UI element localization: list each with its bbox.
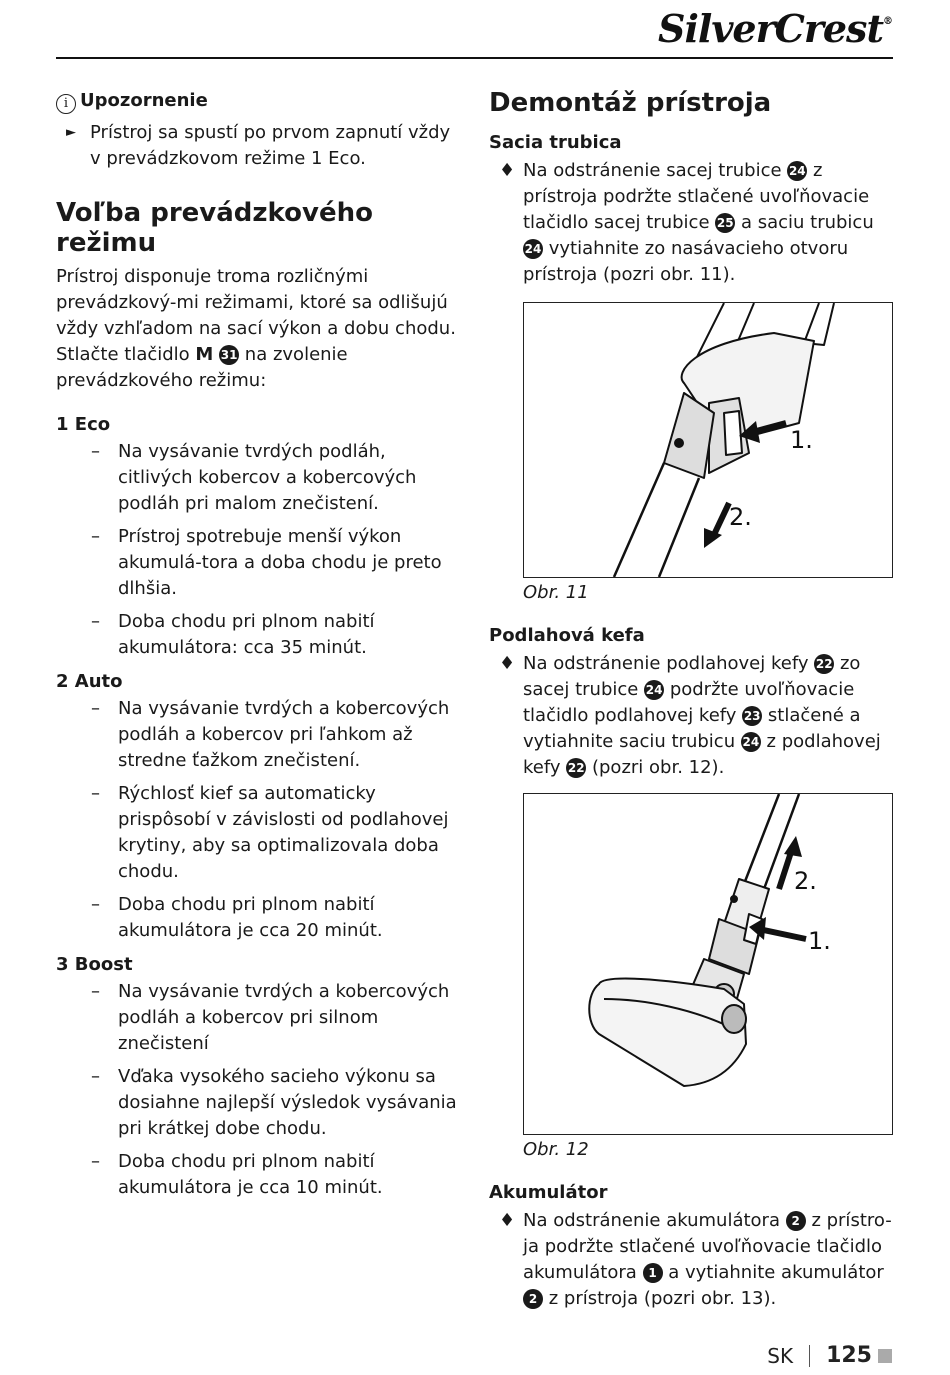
dash-bullet-icon: – — [91, 526, 100, 547]
list-item: – Na vysávanie tvrdých podláh, citlivých kobercov a kobercových podláh pri malom znečistení. — [91, 441, 417, 514]
left-column — [56, 88, 466, 1208]
page-footer — [767, 1343, 892, 1368]
dash-bullet-icon: – — [91, 981, 100, 1002]
mode-heading: 2 Auto — [56, 671, 123, 692]
list-item: – Na vysávanie tvrdých a kobercových podláh a kobercov pri silnom znečistení — [91, 981, 450, 1054]
callout-number: 24 — [644, 680, 664, 700]
dash-bullet-icon: – — [91, 698, 100, 719]
fig12-caption: Obr. 12 — [523, 1139, 589, 1160]
callout-number: 24 — [741, 732, 761, 752]
fig11-caption: Obr. 11 — [523, 582, 589, 603]
note-text: ► Prístroj sa spustí po prvom zapnutí vždy v prevádzkovom režime 1 Eco. — [66, 122, 451, 169]
section-title-mode: Voľba prevádzkového režimu — [56, 198, 373, 258]
callout-number: 24 — [523, 239, 543, 259]
figure-11 — [523, 302, 893, 578]
callout-number: 22 — [566, 758, 586, 778]
figure-12 — [523, 793, 893, 1135]
page-number: 125 — [826, 1343, 872, 1368]
diamond-bullet-icon: ♦ — [499, 653, 516, 674]
dash-bullet-icon: – — [91, 1066, 100, 1087]
footer-square-icon — [878, 1349, 892, 1363]
dash-bullet-icon: – — [91, 894, 100, 915]
list-item: – Na vysávanie tvrdých a kobercových podláh a kobercov pri ľahkom až stredne ťažkom znečistení. — [91, 698, 450, 771]
tube-title: Sacia trubica — [489, 132, 622, 153]
dash-bullet-icon: – — [91, 783, 100, 804]
callout-number: 2 — [523, 1289, 543, 1309]
brush-release-illustration — [524, 794, 892, 1134]
mode-intro: Prístroj disponuje troma rozličnými prevádzkový-mi režimami, ktoré sa odlišujú vždy vzhľadom na sací výkon a dobu chodu. Stlačte tlačidlo M 31 na zvolenie prevádzkového režimu: — [56, 266, 456, 391]
list-item: – Vďaka vysokého sacieho výkonu sa dosiahne najlepší výsledok vysávania pri krátkej dobe chodu. — [91, 1066, 457, 1139]
callout-number: 24 — [787, 161, 807, 181]
language-code: SK — [767, 1343, 794, 1368]
list-item: – Rýchlosť kief sa automaticky prispôsobí v závislosti od podlahovej krytiny, aby sa optimalizovala doba chodu. — [91, 783, 449, 882]
callout-number: 1 — [643, 1263, 663, 1283]
list-item: – Doba chodu pri plnom nabití akumulátora je cca 10 minút. — [91, 1151, 383, 1198]
brush-text: ♦ Na odstránenie podlahovej kefy 22 zo sacej trubice 24 podržte uvoľňovacie tlačidlo podlahovej kefy 23 stlačené a vytiahnite saciu trubicu 24 z podlahovej kefy 22 (pozri obr. 12). — [499, 653, 881, 778]
dash-bullet-icon: – — [91, 1151, 100, 1172]
fig12-label-2: 2. — [794, 867, 817, 895]
diamond-bullet-icon: ♦ — [499, 1210, 516, 1231]
callout-number: 25 — [715, 213, 735, 233]
section-title-disassembly: Demontáž prístroja — [489, 88, 772, 118]
fig11-label-1: 1. — [790, 426, 813, 454]
triangle-bullet-icon: ► — [66, 125, 76, 140]
fig12-label-1: 1. — [808, 927, 831, 955]
note-title: i Upozornenie — [56, 90, 466, 114]
callout-number: 2 — [786, 1211, 806, 1231]
header-rule — [56, 57, 893, 59]
diamond-bullet-icon: ♦ — [499, 160, 516, 181]
battery-title: Akumulátor — [489, 1182, 608, 1203]
callout-number: 22 — [814, 654, 834, 674]
brand-logo: SilverCrest® — [658, 6, 892, 51]
list-item: – Prístroj spotrebuje menší výkon akumulá-tora a doba chodu je preto dlhšia. — [91, 526, 442, 599]
list-item: – Doba chodu pri plnom nabití akumulátora je cca 20 minút. — [91, 894, 383, 941]
tube-text: ♦ Na odstránenie sacej trubice 24 z prístroja podržte stlačené uvoľňovacie tlačidlo sacej trubice 25 a saciu trubicu 24 vytiahnite zo nasávacieho otvoru prístroja (pozri obr. 11). — [499, 160, 874, 285]
right-column — [489, 88, 894, 1312]
battery-text: ♦ Na odstránenie akumulátora 2 z prístro-ja podržte stlačené uvoľňovacie tlačidlo akumulátora 1 a vytiahnite akumulátor 2 z prístroja (pozri obr. 13). — [499, 1210, 892, 1309]
mode-heading: 3 Boost — [56, 954, 133, 975]
info-icon: i — [56, 94, 76, 114]
dash-bullet-icon: – — [91, 441, 100, 462]
mode-list — [56, 414, 466, 1201]
mode-heading: 1 Eco — [56, 414, 111, 435]
brush-title: Podlahová kefa — [489, 625, 645, 646]
callout-number: 23 — [742, 706, 762, 726]
list-item: – Doba chodu pri plnom nabití akumulátora: cca 35 minút. — [91, 611, 375, 658]
fig11-label-2: 2. — [729, 503, 752, 531]
callout-number: 31 — [219, 345, 239, 365]
footer-divider — [809, 1345, 810, 1367]
dash-bullet-icon: – — [91, 611, 100, 632]
tube-release-illustration — [524, 303, 892, 577]
